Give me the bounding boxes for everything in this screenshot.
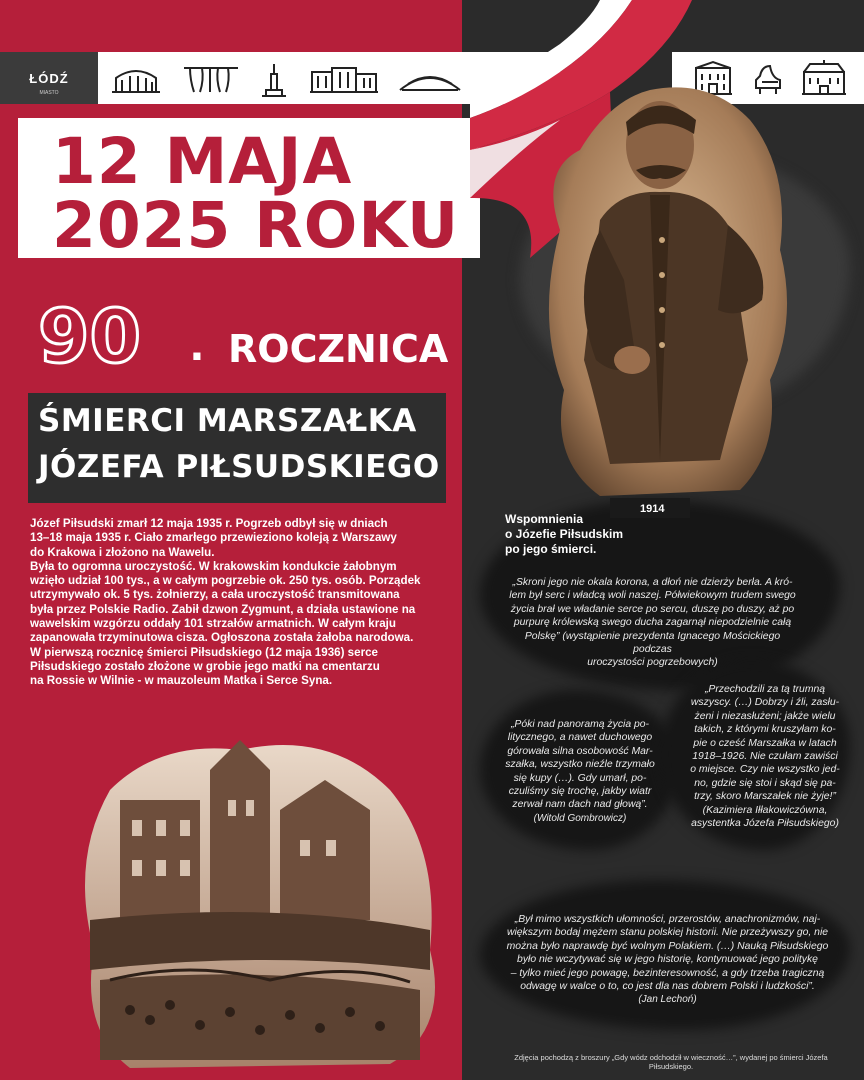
quote-line: było nie wczytywać się w jego historię, kontynuować jego politykę (517, 954, 818, 966)
bio-line: W pierwszą rocznicę śmierci Piłsudskiego (12 maja 1936) serce (30, 645, 378, 659)
logo-text: ŁÓDŹ (29, 70, 69, 86)
portrait-photo (540, 60, 798, 500)
title-line-2: JÓZEFA PIŁSUDSKIEGO (38, 449, 440, 485)
bio-line: Była to ogromna uroczystość. W krakowskim kondukcie żałobnym (30, 559, 397, 573)
quote-lechon (505, 913, 830, 1007)
quote-line: o miejsce. Czy nie wszystko jed- (690, 764, 840, 776)
title-line-1: ŚMIERCI MARSZAŁKA (38, 403, 417, 439)
arches-icon (182, 60, 240, 96)
factory-icon (308, 60, 380, 96)
quote-line: no, gdzie się stoi i skąd się pa- (694, 777, 836, 789)
anniversary-number: 90 (38, 294, 141, 380)
monument-icon (258, 60, 290, 98)
bio-line: do Krakowa i złożono na Wawelu. (30, 545, 215, 559)
date-line-2: 2025 ROKU (52, 189, 460, 262)
bio-line: utrzymywało ok. 5 tys. żołnierzy, a cała uroczystość transmitowana (30, 588, 400, 602)
heading-line: o Józefie Piłsudskim (505, 527, 624, 541)
quote-line: szałka, wszystko nieźle trzymało (505, 759, 655, 771)
bio-line: 13–18 maja 1935 r. Ciało zmarłego przewieziono koleją z Warszawy (30, 531, 397, 545)
quote-line: górowała silna osobowość Mar- (507, 745, 653, 757)
photo-credit-footer: Zdjęcia pochodzą z broszury „Gdy wódz odchodził w wieczność…”, wydanej po śmierci Józefa Piłsudskiego. (514, 1053, 828, 1071)
date-box (18, 118, 480, 262)
biography-text (30, 517, 450, 689)
quote-line: „Przechodzili za tą trumną (704, 684, 826, 695)
quote-illakowiczowna (690, 683, 840, 830)
heading-line: po jego śmierci. (505, 542, 597, 556)
quote-line: Polskę” (wystąpienie prezydenta Ignacego Mościckiego podczas (524, 630, 781, 656)
quote-line: „Póki nad panoramą życia po- (510, 719, 650, 730)
quote-line: czuliśmy się trochę, jakby wiatr (508, 786, 652, 798)
quote-line: „Skroni jego nie okala korona, a dłoń nie dzierży berła. A kró- (512, 577, 793, 588)
arena-icon (398, 60, 462, 96)
quote-line: purpurę królewską swego ducha zagarnął niepodzielnie całą (513, 617, 792, 629)
quote-line: asystentka Józefa Piłsudskiego) (691, 818, 839, 830)
quote-line: – tylko mieć jego powagę, bezinteresowność, a gdy trzeba tragiczną (510, 967, 825, 979)
quote-line: żeni i niezasłużeni; jakże wielu (694, 710, 836, 722)
bio-line: Józef Piłsudski zmarł 12 maja 1935 r. Pogrzeb odbył się w dniach (30, 517, 388, 530)
bio-line: była przez Polskie Radio. Zabił dzwon Zygmunt, a działa ustawione na (30, 602, 416, 616)
title-box (28, 393, 446, 503)
bio-line: wawelskim wzgórzu oddały 101 strzałów armatnich. W całym kraju (30, 617, 396, 631)
wawel-funeral-photo (70, 730, 450, 1070)
quote-line: 1918–1926. Nie czułam zawiści (692, 751, 838, 763)
quote-line: się kupy (…). Gdy umarł, po- (513, 772, 647, 784)
quote-moscicki (505, 576, 800, 670)
quote-source: (Witold Gombrowicz) (533, 812, 627, 824)
quote-line: takich, z którymi kruszyłam ko- (694, 724, 836, 736)
quote-line: litycznego, a nawet duchowego (507, 732, 653, 744)
memories-heading (505, 512, 623, 557)
date-line-1: 12 MAJA (52, 125, 353, 198)
quote-line: pie o cześć Marszałka w latach (693, 737, 837, 749)
quote-source: (Jan Lechoń) (638, 994, 697, 1006)
station-icon (108, 60, 164, 96)
quote-line: lem był serc i władcą woli naszej. Półwiekowym trudem swego (509, 590, 796, 602)
quote-line: uroczystości pogrzebowych) (587, 657, 718, 669)
logo-subtitle: MIASTO (39, 90, 59, 96)
quote-line: „Był mimo wszystkich ułomności, przerostów, anachronizmów, naj- (514, 914, 821, 925)
quote-gombrowicz (505, 718, 655, 825)
heading-line: Wspomnienia (505, 512, 584, 526)
quote-line: wszyscy. (…) Dobrzy i źli, zasłu- (690, 697, 840, 709)
quote-line: (Kazimiera Iłłakowiczówna, (702, 804, 828, 816)
bio-line: zapanowała trzyminutowa cisza. Ogłoszona została żałoba narodowa. (30, 631, 414, 645)
quote-line: odwagę w walce o to, co jest dla nas dobrem Polski i ludzkości”. (520, 981, 815, 993)
manor-icon (800, 60, 848, 96)
photo-year: 1914 (640, 503, 665, 515)
bio-line: Piłsudskiego zostało złożone w grobie jego matki na cmentarzu (30, 659, 380, 673)
anniversary-word: ROCZNICA (228, 327, 449, 371)
quote-line: można było naprawdę być wolnym Polakiem. (…) Nauką Piłsudskiego (506, 940, 829, 952)
anniversary-dot: . (190, 315, 204, 371)
quote-line: życia brał we władanie serce po sercu, duszę po duszy, aż po (510, 603, 795, 615)
bio-line: na Rossie w Wilnie - w mauzoleum Matka i Serce Syna. (30, 674, 333, 688)
bio-line: wzięło udział 100 tys., a w całym pogrzebie ok. 250 tys. osób. Porządek (30, 574, 421, 588)
city-logo (0, 52, 98, 104)
quote-line: trzy, skoro Marszałek nie żyje!” (694, 791, 836, 803)
quote-line: większym bodaj mężem stanu polskiej historii. Nie przeżywszy go, nie (506, 927, 829, 939)
quote-line: zerwał nam dach nad głową”. (512, 799, 648, 811)
